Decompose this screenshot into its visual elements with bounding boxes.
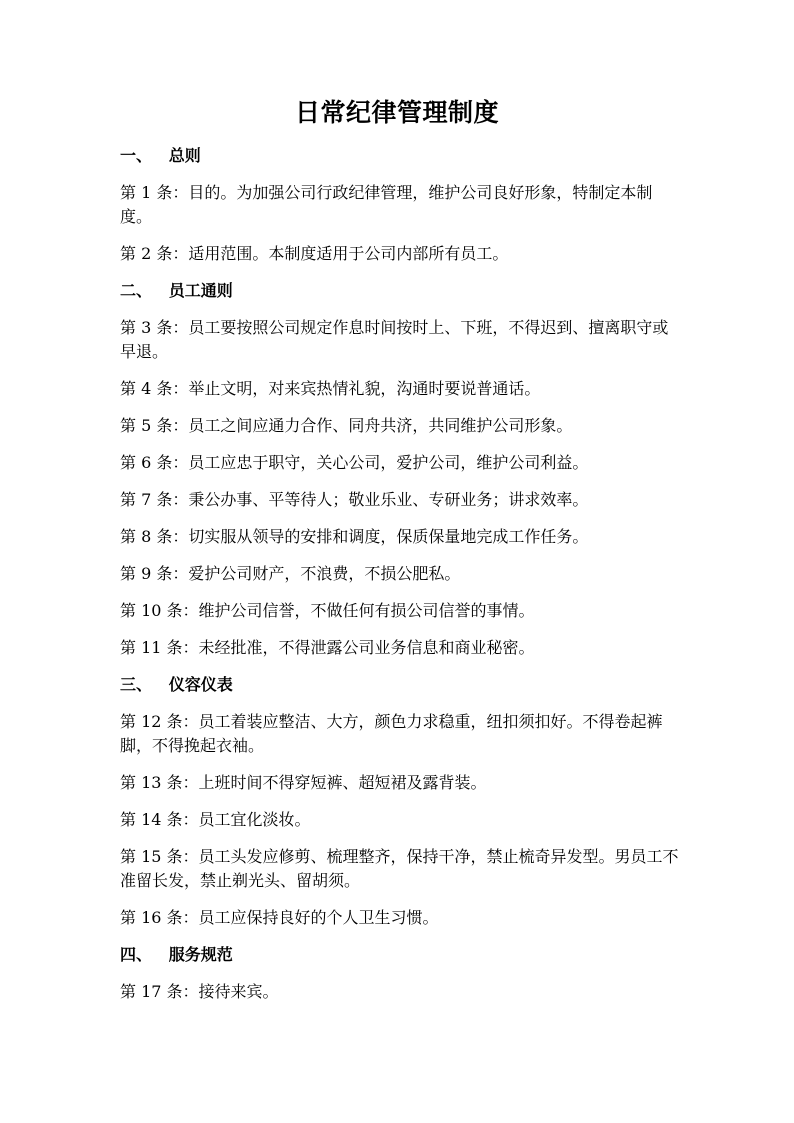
article-16: 第 16 条：员工应保持良好的个人卫生习惯。 — [120, 908, 439, 927]
article-10: 第 10 条：维护公司信誉，不做任何有损公司信誉的事情。 — [120, 601, 535, 620]
section-heading-appearance: 三、 仪容仪表 — [120, 675, 233, 694]
article-3: 第 3 条：员工要按照公司规定作息时间按时上、下班，不得迟到、擅离职守或早退。 — [120, 318, 669, 361]
document-body — [120, 144, 680, 1004]
section-heading-general: 一、 总则 — [120, 146, 201, 165]
article-11: 第 11 条：未经批准，不得泄露公司业务信息和商业秘密。 — [120, 638, 535, 657]
article-15: 第 15 条：员工头发应修剪、梳理整齐，保持干净，禁止梳奇异发型。男员工不准留长发，禁止剃光头、留胡须。 — [120, 847, 679, 890]
article-5: 第 5 条：员工之间应通力合作、同舟共济，共同维护公司形象。 — [120, 416, 573, 435]
article-13: 第 13 条：上班时间不得穿短裤、超短裙及露背装。 — [120, 773, 487, 792]
article-17: 第 17 条：接待来宾。 — [120, 982, 279, 1001]
article-8: 第 8 条：切实服从领导的安排和调度，保质保量地完成工作任务。 — [120, 527, 589, 546]
document-title: 日常纪律管理制度 — [294, 98, 499, 127]
article-14: 第 14 条：员工宜化淡妆。 — [120, 810, 311, 829]
article-4: 第 4 条：举止文明，对来宾热情礼貌，沟通时要说普通话。 — [120, 379, 541, 398]
article-2: 第 2 条：适用范围。本制度适用于公司内部所有员工。 — [120, 244, 509, 263]
article-7: 第 7 条：秉公办事、平等待人；敬业乐业、专研业务；讲求效率。 — [120, 490, 589, 509]
article-9: 第 9 条：爱护公司财产，不浪费，不损公肥私。 — [120, 564, 461, 583]
article-6: 第 6 条：员工应忠于职守，关心公司，爱护公司，维护公司利益。 — [120, 453, 589, 472]
article-1: 第 1 条：目的。为加强公司行政纪律管理，维护公司良好形象，特制定本制度。 — [120, 183, 653, 226]
section-heading-employee-rules: 二、 员工通则 — [120, 281, 233, 300]
section-heading-service-standards: 四、 服务规范 — [120, 945, 233, 964]
article-12: 第 12 条：员工着装应整洁、大方，颜色力求稳重，纽扣须扣好。不得卷起裤脚，不得挽起衣袖。 — [120, 712, 663, 755]
